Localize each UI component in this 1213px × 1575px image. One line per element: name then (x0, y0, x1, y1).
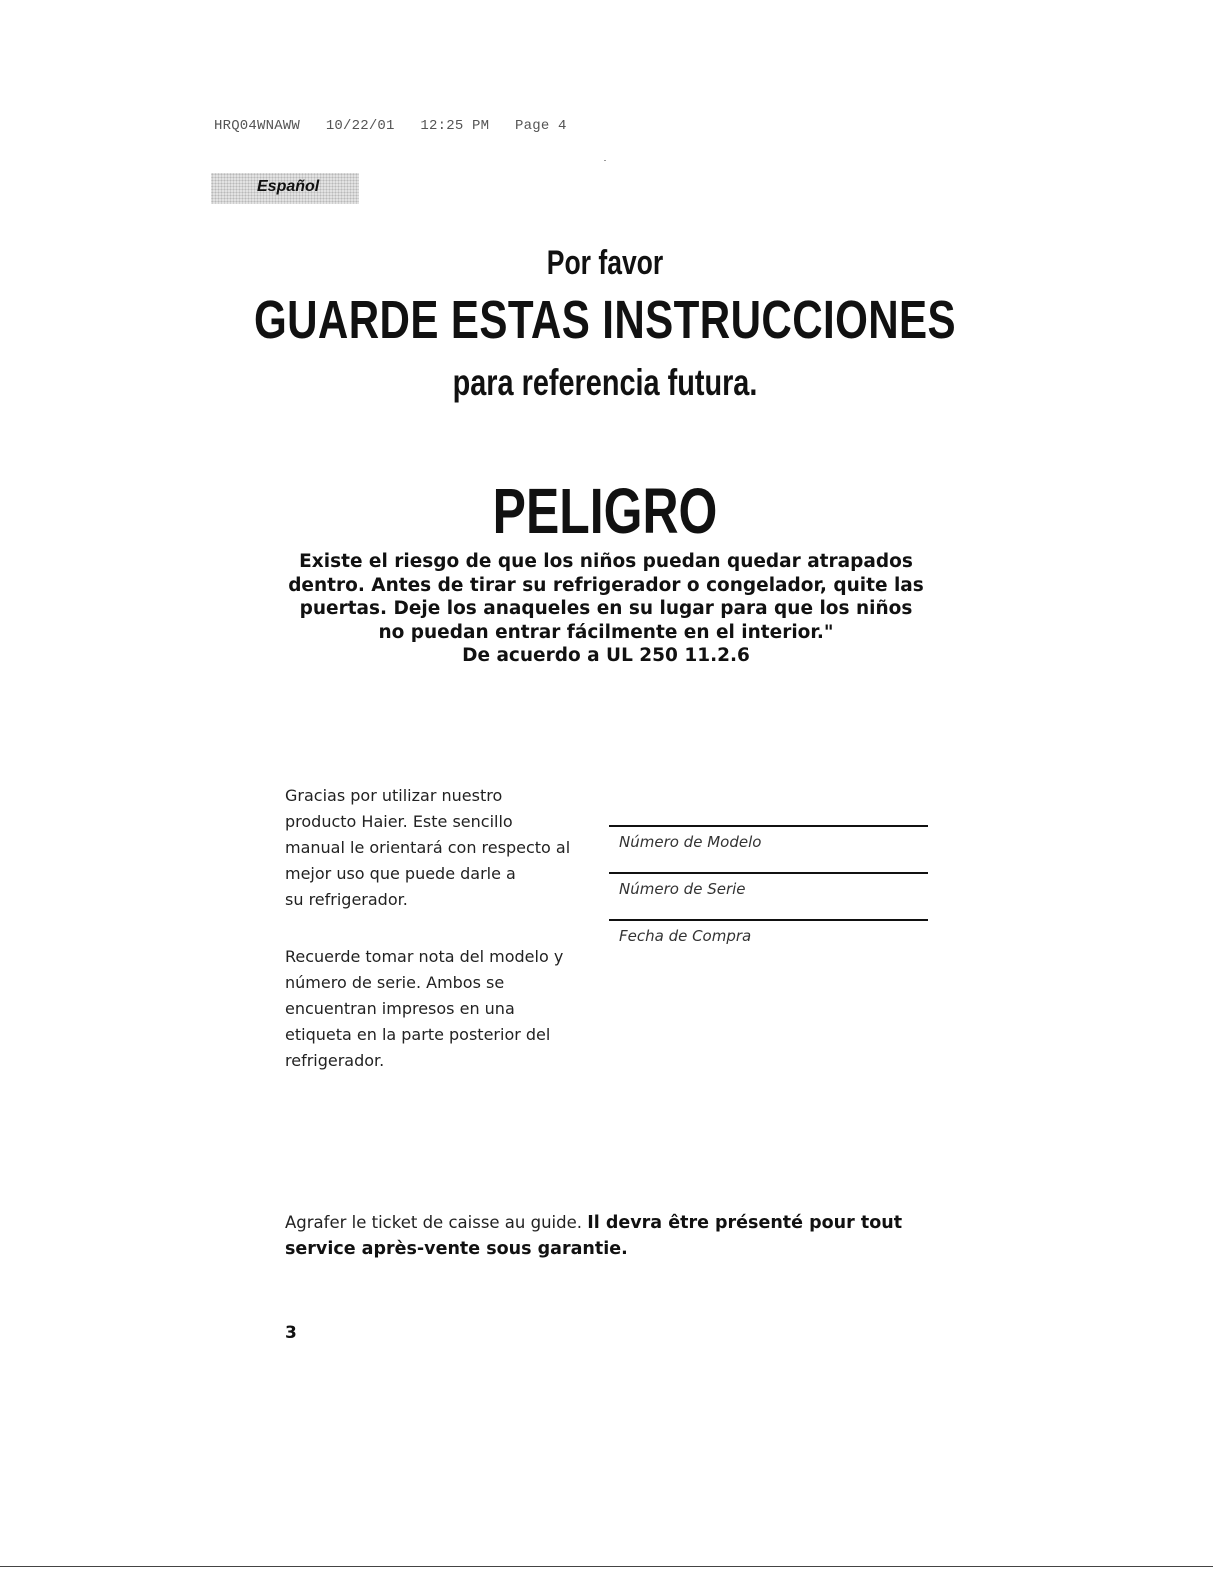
model-number-field: Número de Modelo (609, 825, 928, 870)
intro-paragraph-record (285, 944, 585, 1074)
intro-paragraph-thanks (285, 783, 585, 913)
intro-line: Gracias por utilizar nuestro (285, 786, 503, 805)
french-bold-text: Il devra être présenté pour tout (587, 1213, 903, 1233)
french-receipt-note (285, 1210, 935, 1262)
heading-por-favor-text: Por favor (546, 244, 664, 282)
serial-number-field: Número de Serie (609, 872, 928, 917)
intro-line: su refrigerador. (285, 890, 408, 909)
intro-line: Recuerde tomar nota del modelo y (285, 947, 564, 966)
heading-guarde (150, 289, 1060, 351)
language-tab-label: Español (257, 178, 320, 195)
record-fields (609, 825, 928, 966)
warning-line: dentro. Antes de tirar su refrigerador o congelador, quite las (288, 574, 924, 596)
heading-guarde-text: GUARDE ESTAS INSTRUCCIONES (253, 290, 957, 350)
french-line-1 (285, 1210, 935, 1236)
intro-line: mejor uso que puede darle a (285, 864, 516, 883)
heading-por-favor (150, 244, 1060, 283)
heading-referencia-text: para referencia futura. (452, 362, 758, 403)
intro-line: número de serie. Ambos se (285, 973, 505, 992)
intro-line: producto Haier. Este sencillo (285, 812, 513, 831)
language-tab (211, 173, 359, 204)
intro-line: encuentran impresos en una (285, 999, 515, 1018)
print-slug: HRQ04WNAWW 10/22/01 12:25 PM Page 4 (214, 118, 567, 134)
heading-peligro-text: PELIGRO (492, 475, 718, 547)
scan-speck (604, 160, 606, 161)
intro-line: etiqueta en la parte posterior del (285, 1025, 551, 1044)
heading-peligro (150, 474, 1060, 548)
danger-warning (256, 550, 956, 668)
heading-referencia (150, 362, 1060, 404)
warning-line: no puedan entrar fácilmente en el interior." (378, 621, 834, 643)
warning-line: puertas. Deje los anaqueles en su lugar para que los niños (299, 598, 913, 619)
page-number: 3 (285, 1323, 297, 1343)
intro-line: refrigerador. (285, 1051, 385, 1070)
french-bold-text-2: service après-vente sous garantie. (285, 1239, 628, 1259)
french-line-2 (285, 1236, 935, 1262)
warning-line: De acuerdo a UL 250 11.2.6 (462, 645, 750, 666)
bottom-rule (0, 1566, 1213, 1567)
french-regular-text: Agrafer le ticket de caisse au guide. (285, 1213, 588, 1232)
intro-line: manual le orientará con respecto al (285, 838, 571, 857)
purchase-date-field: Fecha de Compra (609, 919, 928, 964)
warning-line: Existe el riesgo de que los niños puedan quedar atrapados (299, 551, 913, 572)
